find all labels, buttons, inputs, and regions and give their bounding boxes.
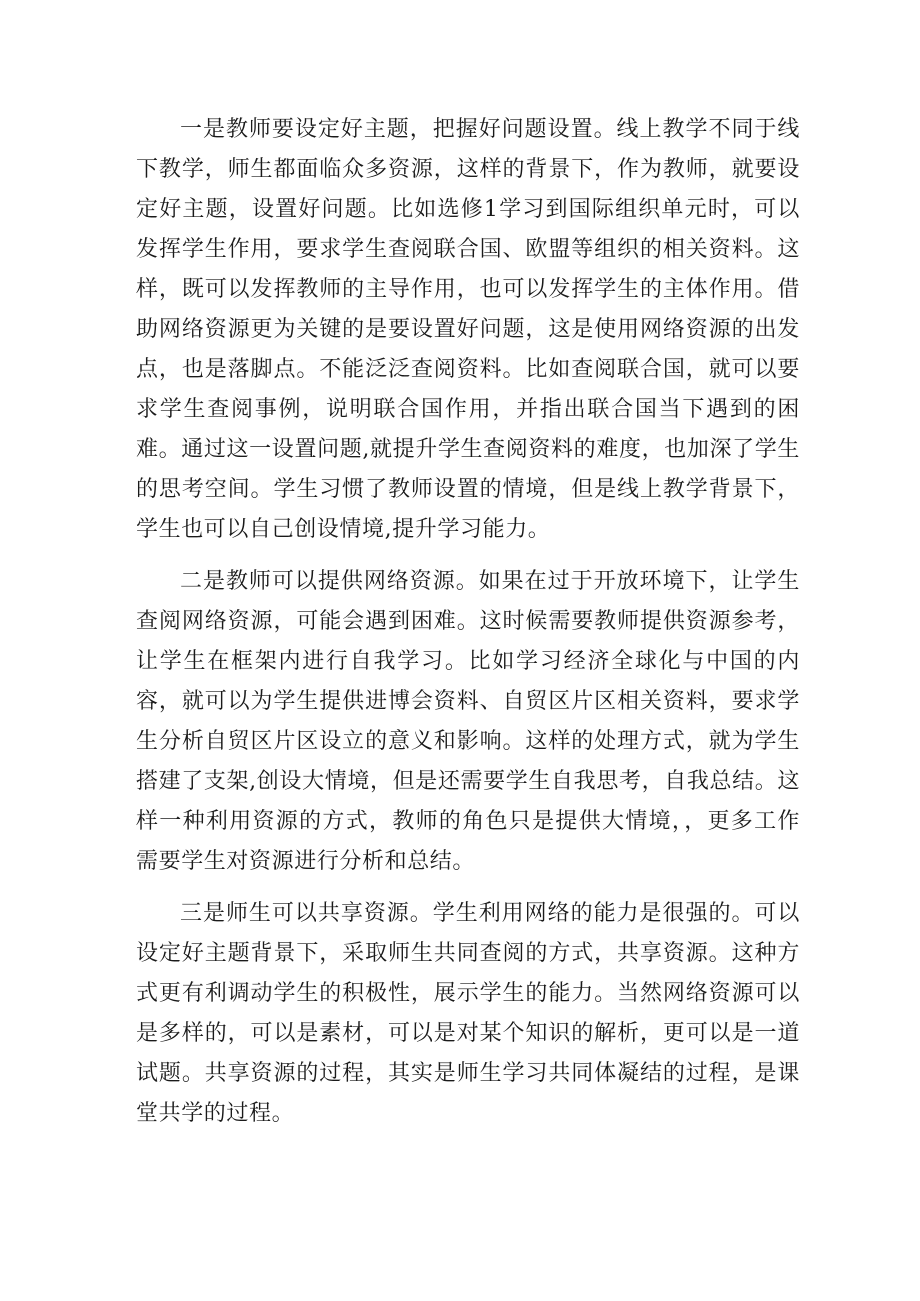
paragraph-3: 三是师生可以共享资源。学生利用网络的能力是很强的。可以设定好主题背景下，采取师生共同查阅的方式，共享资源。这种方式更有利调动学生的积极性，展示学生的能力。当然网络资源可以是多样的，可以是素材，可以是对某个知识的解析，更可以是一道试题。共享资源的过程，其实是师生学习共同体凝结的过程，是课堂共学的过程。 [136,901,800,1126]
paragraph-2: 二是教师可以提供网络资源。如果在过于开放环境下，让学生查阅网络资源，可能会遇到困难。这时候需要教师提供资源参考，让学生在框架内进行自我学习。比如学习经济全球化与中国的内容，就可以为学生提供进博会资料、自贸区片区相关资料，要求学生分析自贸区片区设立的意义和影响。这样的处理方式，就为学生搭建了支架,创设大情境，但是还需要学生自我思考，自我总结。这样一种利用资源的方式，教师的角色只是提供大情境，，更多工作需要学生对资源进行分析和总结。 [136,569,800,874]
paragraph-1: 一是教师要设定好主题，把握好问题设置。线上教学不同于线下教学，师生都面临众多资源，这样的背景下，作为教师，就要设定好主题，设置好问题。比如选修1学习到国际组织单元时，可以发挥学生作用，要求学生查阅联合国、欧盟等组织的相关资料。这样，既可以发挥教师的主导作用，也可以发挥学生的主体作用。借助网络资源更为关键的是要设置好问题，这是使用网络资源的出发点，也是落脚点。不能泛泛查阅资料。比如查阅联合国，就可以要求学生查阅事例，说明联合国作用，并指出联合国当下遇到的困难。通过这一设置问题,就提升学生查阅资料的难度，也加深了学生的思考空间。学生习惯了教师设置的情境，但是线上教学背景下，学生也可以自己创设情境,提升学习能力。 [136,117,800,542]
document-body [136,110,800,1134]
